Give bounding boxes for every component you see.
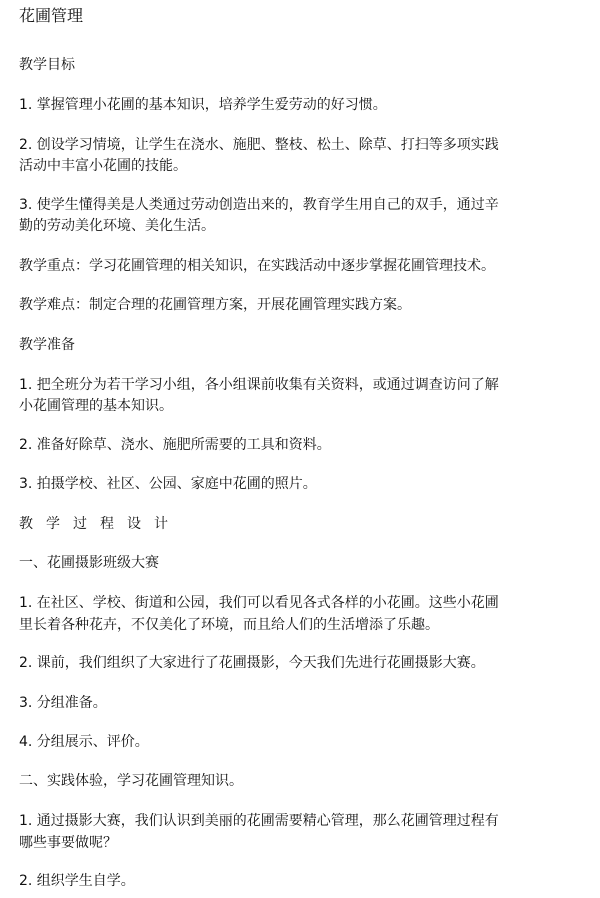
paragraph-line: 教学重点：学习花圃管理的相关知识，在实践活动中逐步掌握花圃管理技术。 [19, 258, 495, 274]
section-heading: 一、花圃摄影班级大赛 [19, 555, 159, 571]
section-heading: 教学准备 [19, 337, 75, 353]
paragraph-line: 2. 课前，我们组织了大家进行了花圃摄影，今天我们先进行花圃摄影大赛。 [19, 655, 485, 671]
paragraph-line: 3. 使学生懂得美是人类通过劳动创造出来的，教育学生用自己的双手，通过辛 [19, 197, 499, 213]
paragraph-line: 活动中丰富小花圃的技能。 [19, 158, 187, 174]
page-title: 花圃管理 [19, 6, 84, 25]
paragraph-line: 里长着各种花卉，不仅美化了环境，而且给人们的生活增添了乐趣。 [19, 617, 439, 633]
paragraph-line: 教学难点：制定合理的花圃管理方案，开展花圃管理实践方案。 [19, 297, 411, 313]
paragraph-line: 哪些事要做呢？ [19, 835, 117, 851]
paragraph-line: 小花圃管理的基本知识。 [19, 398, 173, 414]
paragraph-line: 1. 通过摄影大赛，我们认识到美丽的花圃需要精心管理，那么花圃管理过程有 [19, 813, 499, 829]
paragraph-line: 1. 掌握管理小花圃的基本知识，培养学生爱劳动的好习惯。 [19, 97, 387, 113]
paragraph-line: 3. 拍摄学校、社区、公园、家庭中花圃的照片。 [19, 476, 317, 492]
paragraph-line: 2. 准备好除草、浇水、施肥所需要的工具和资料。 [19, 437, 331, 453]
paragraph-line: 3. 分组准备。 [19, 695, 107, 711]
paragraph-line: 4. 分组展示、评价。 [19, 734, 149, 750]
paragraph-line: 2. 创设学习情境，让学生在浇水、施肥、整枝、松土、除草、打扫等多项实践 [19, 137, 499, 153]
paragraph-line: 勤的劳动美化环境、美化生活。 [19, 218, 215, 234]
section-heading: 教学过程设计 [19, 516, 181, 532]
section-heading: 二、实践体验，学习花圃管理知识。 [19, 773, 243, 789]
paragraph-line: 2. 组织学生自学。 [19, 873, 135, 889]
paragraph-line: 1. 把全班分为若干学习小组，各小组课前收集有关资料，或通过调查访问了解 [19, 377, 499, 393]
section-heading: 教学目标 [19, 57, 75, 73]
paragraph-line: 1. 在社区、学校、街道和公园，我们可以看见各式各样的小花圃。这些小花圃 [19, 595, 499, 611]
